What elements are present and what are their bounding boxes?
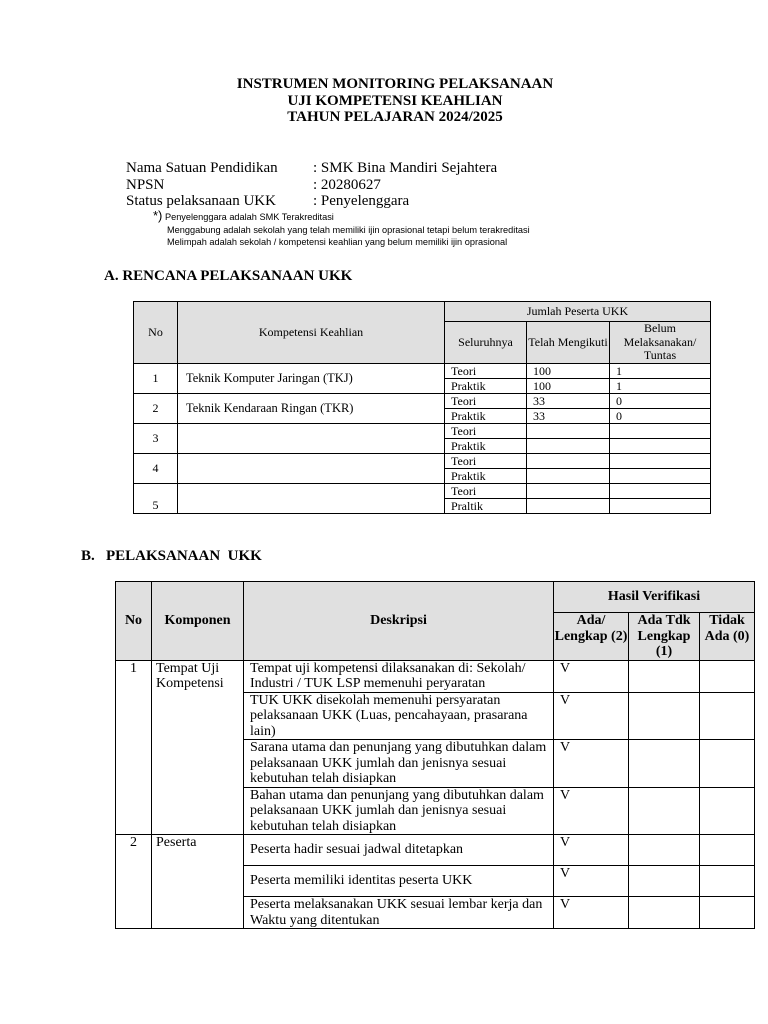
teori-telah [527,424,610,439]
praktik-belum: 0 [610,409,711,424]
row-no: 2 [134,394,178,424]
row-deskripsi: TUK UKK disekolah memenuhi persyaratan pelaksanaan UKK (Luas, pencahayaan, prasarana lain) [244,692,554,740]
row-kompetensi [178,454,445,484]
check-ada-tdk [629,692,700,740]
col-header-deskripsi: Deskripsi [244,582,554,661]
praktik-label: Praktik [445,379,527,394]
col-header-ada-tdk: Ada Tdk Lengkap (1) [629,613,700,661]
check-ada: V [554,660,629,692]
school-label: Nama Satuan Pendidikan [126,160,278,176]
teori-label: Teori [445,394,527,409]
row-no: 3 [134,424,178,454]
check-tidak [700,692,755,740]
teori-belum [610,484,711,499]
section-a-title: A. RENCANA PELAKSANAAN UKK [104,268,353,284]
col-header-seluruhnya: Seluruhnya [445,322,527,364]
doc-title-line1: INSTRUMEN MONITORING PELAKSANAAN [236,76,554,92]
col-header-kompetensi: Kompetensi Keahlian [178,302,445,364]
teori-label: Teori [445,364,527,379]
check-ada: V [554,740,629,788]
check-ada-tdk [629,866,700,897]
footnote-asterisk: *) [153,208,163,223]
row-no: 1 [116,660,152,835]
status-label: Status pelaksanaan UKK [126,193,276,209]
teori-belum [610,424,711,439]
teori-label: Teori [445,454,527,469]
row-no: 5 [134,484,178,514]
col-header-ada: Ada/ Lengkap (2) [554,613,629,661]
status-footnote [153,210,530,249]
praktik-label: Praktik [445,409,527,424]
praktik-belum [610,499,711,514]
check-tidak [700,897,755,929]
school-info [126,160,497,210]
praktik-telah [527,499,610,514]
row-deskripsi: Bahan utama dan penunjang yang dibutuhkan dalam pelaksanaan UKK jumlah dan jenisnya sesuai kebutuhan telah disiapkan [244,787,554,835]
row-deskripsi: Peserta melaksanakan UKK sesuai lembar kerja dan Waktu yang ditentukan [244,897,554,929]
praktik-telah: 100 [527,379,610,394]
rencana-table [133,301,711,514]
teori-telah [527,454,610,469]
check-ada-tdk [629,835,700,866]
praktik-belum [610,469,711,484]
row-deskripsi: Peserta memiliki identitas peserta UKK [244,866,554,897]
npsn-value: : 20280627 [313,176,381,193]
row-deskripsi: Tempat uji kompetensi dilaksanakan di: Sekolah/ Industri / TUK LSP memenuhi peryaratan [244,660,554,692]
school-value: : SMK Bina Mandiri Sejahtera [313,160,498,176]
check-ada-tdk [629,787,700,835]
teori-telah: 33 [527,394,610,409]
check-tidak [700,835,755,866]
check-ada: V [554,787,629,835]
praktik-telah: 33 [527,409,610,424]
praktik-label: Praktik [445,439,527,454]
check-ada: V [554,897,629,929]
row-deskripsi: Sarana utama dan penunjang yang dibutuhkan dalam pelaksanaan UKK jumlah dan jenisnya sesuai kebutuhan telah disiapkan [244,740,554,788]
praktik-label: Praltik [445,499,527,514]
status-value: : Penyelenggara [313,193,410,209]
row-kompetensi [178,424,445,454]
row-no: 1 [134,364,178,394]
col-header-telah: Telah Mengikuti [527,322,610,364]
teori-belum: 1 [610,364,711,379]
teori-label: Teori [445,484,527,499]
col-header-komponen: Komponen [152,582,244,661]
check-tidak [700,866,755,897]
footnote-line2: Menggabung adalah sekolah yang telah memiliki ijin oprasional tetapi belum terakreditasi [167,224,530,235]
footnote-line3: Melimpah adalah sekolah / kompetensi keahlian yang belum memiliki ijin oprasional [167,237,508,247]
check-ada-tdk [629,740,700,788]
check-ada-tdk [629,897,700,929]
row-kompetensi [178,484,445,514]
footnote-line1: Penyelenggara adalah SMK Terakreditasi [164,212,334,222]
check-ada-tdk [629,660,700,692]
col-header-jumlah: Jumlah Peserta UKK [445,302,711,322]
row-komponen: Peserta [152,835,244,929]
row-komponen: Tempat Uji Kompetensi [152,660,244,835]
section-b-title: B. PELAKSANAAN UKK [81,548,262,564]
teori-telah [527,484,610,499]
row-kompetensi: Teknik Komputer Jaringan (TKJ) [178,364,445,394]
teori-belum: 0 [610,394,711,409]
check-ada: V [554,866,629,897]
col-header-no: No [134,302,178,364]
check-tidak [700,787,755,835]
praktik-belum: 1 [610,379,711,394]
col-header-no: No [116,582,152,661]
check-tidak [700,660,755,692]
pelaksanaan-table [115,581,755,929]
col-header-belum: Belum Melaksanakan/ Tuntas [610,322,711,364]
col-header-hasil: Hasil Verifikasi [554,582,755,613]
praktik-label: Praktik [445,469,527,484]
row-deskripsi: Peserta hadir sesuai jadwal ditetapkan [244,835,554,866]
teori-label: Teori [445,424,527,439]
check-ada: V [554,692,629,740]
praktik-telah [527,469,610,484]
row-no: 4 [134,454,178,484]
teori-telah: 100 [527,364,610,379]
doc-title-line3: TAHUN PELAJARAN 2024/2025 [287,109,503,125]
npsn-label: NPSN [126,176,165,193]
praktik-telah [527,439,610,454]
row-no: 2 [116,835,152,929]
row-kompetensi: Teknik Kendaraan Ringan (TKR) [178,394,445,424]
teori-belum [610,454,711,469]
doc-title-line2: UJI KOMPETENSI KEAHLIAN [287,93,503,109]
check-ada: V [554,835,629,866]
praktik-belum [610,439,711,454]
check-tidak [700,740,755,788]
col-header-tidak: Tidak Ada (0) [700,613,755,661]
